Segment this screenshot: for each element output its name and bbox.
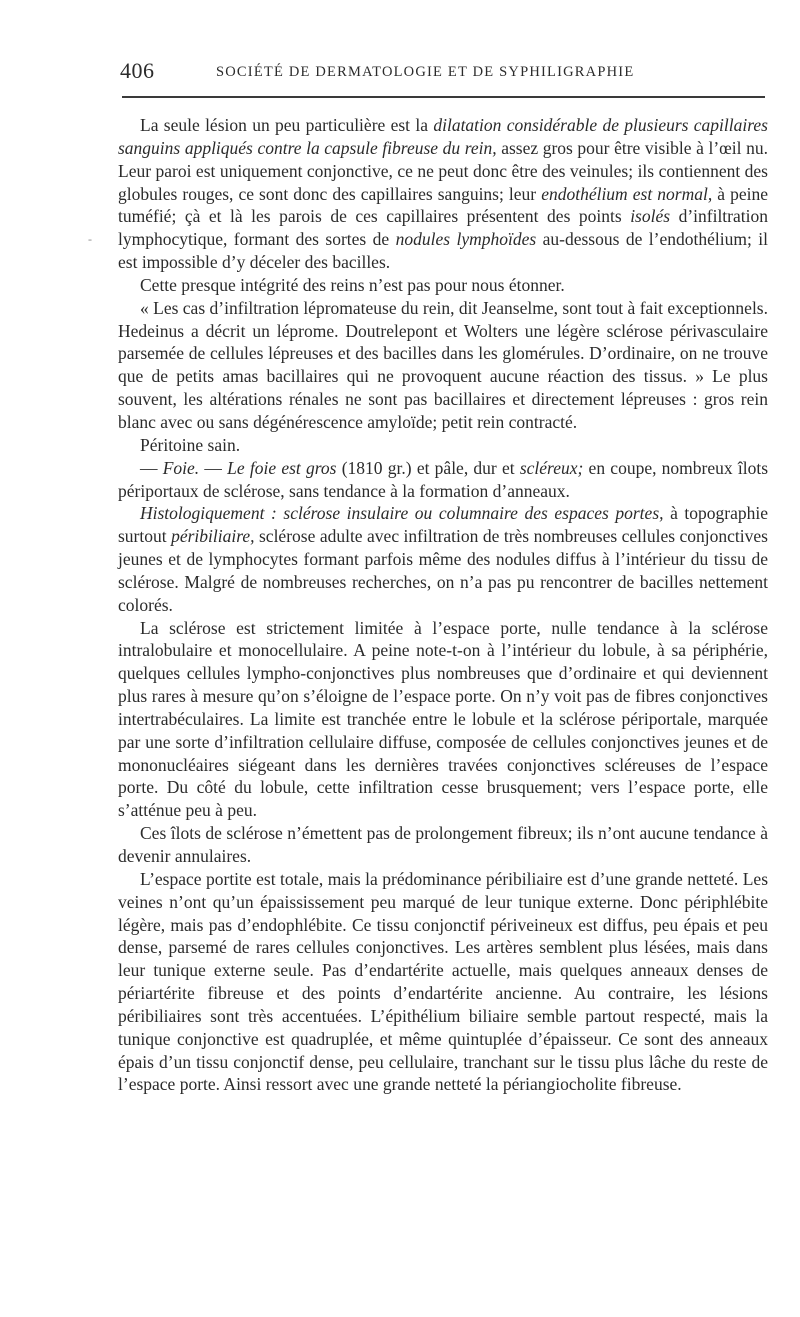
- italic-run: nodules lymphoïdes: [395, 229, 537, 250]
- paragraph-kidney-integrity: [118, 274, 768, 297]
- italic-run: Histologiquement : sclérose insulaire ou columnaire des espaces portes,: [140, 503, 664, 524]
- text-run: à topographie surtout: [118, 503, 768, 547]
- running-head: SOCIÉTÉ DE DERMATOLOGIE ET DE SYPHILIGRAPHIE: [216, 64, 635, 80]
- text-run: —: [199, 457, 228, 478]
- italic-run: Foie.: [162, 457, 200, 478]
- margin-mark: -: [88, 232, 92, 246]
- text-run: « Les cas d’infiltration lépromateuse du rein, dit Jeanselme, sont tout à fait exceptionnels. Hedeinus a décrit un léprome. Doutrelepont et Wolters une légère sclérose périvasculaire parsemée de cellules lépreuses et des bacilles dans les glomérules. D’ordinaire, on ne trouve que de petits amas bacillaires qui ne provoquent aucune réaction des tissus. » Le plus souvent, les altérations rénales ne sont pas bacillaires et directement lépreuses : gros rein blanc avec ou sans dégénérescence amyloïde; petit rein contracté.: [118, 297, 768, 432]
- page-number: 406: [120, 58, 155, 83]
- body-text: [118, 114, 768, 1096]
- text-run: en coupe, nombreux îlots périportaux de sclérose, sans tendance à la formation d’anneaux.: [118, 457, 769, 501]
- text-run: L’espace portite est totale, mais la prédominance péribiliaire est d’une grande netteté. Les veines n’ont qu’un épaississement peu marqué de leur tunique externe. Donc périphlébite légère, mais pas d’endophlébite. Ce tissu conjonctif périveineux est diffus, peu épais et peu dense, parsemé de rares cellules conjonctives. Les artères semblent plus lésées, mais dans leur tunique externe seule. Pas d’endartérite actuelle, mais quelques anneaux denses de périartérite fibreuse et des points d’endartérite ancienne. Au contraire, les lésions péribiliaires sont très accentuées. L’épithélium biliaire semble partout respecté, mais la tunique conjonctive est quadruplée, et même quintuplée d’épaisseur. Ce sont des anneaux épais d’un tissu conjonctif dense, peu cellulaire, tranchant sur le tissu plus lâche du reste de l’espace porte. Ainsi ressort avec une grande netteté la périangiocholite fibreuse.: [118, 868, 768, 1095]
- text-run: assez gros pour être visible à l’œil nu. Leur paroi est uniquement conjonctive, ce ne peut donc être des veinules; ils contiennent des globules rouges, ce sont donc des capillaires sanguins; leur: [118, 137, 768, 204]
- header-rule: [122, 96, 765, 98]
- paragraph-portal-space: [118, 868, 768, 1096]
- text-run: au-dessous de l’endothélium; il est impossible d’y déceler des bacilles.: [118, 229, 768, 273]
- text-run: —: [140, 457, 163, 478]
- text-run: La seule lésion un peu particulière est la: [140, 115, 434, 135]
- text-run: (1810 gr.) et pâle, dur et: [336, 457, 520, 478]
- text-run: sclérose adulte avec infiltration de très nombreuses cellules conjonctives jeunes et de lymphocytes formant parfois même des nodules diffus à l’intérieur du tissu de sclérose. Malgré de nombreuses recherches, on n’a pas pu rencontrer de bacilles nettement colorés.: [118, 526, 768, 615]
- paragraph-jeanselme-quote: [118, 297, 768, 434]
- paragraph-capillaries: [118, 114, 768, 274]
- text-run: Cette presque intégrité des reins n’est pas pour nous étonner.: [140, 274, 565, 295]
- italic-run: endothélium est normal,: [541, 183, 713, 204]
- italic-run: dilatation considérable de plusieurs capillaires sanguins appliqués contre la capsule fibreuse du rein,: [118, 115, 768, 158]
- text-run: à peine tuméfié; çà et là les parois de ces capillaires présentent des points: [118, 183, 768, 227]
- page-header: [120, 58, 765, 88]
- italic-run: péribiliaire,: [171, 526, 255, 547]
- text-run: La sclérose est strictement limitée à l’espace porte, nulle tendance à la sclérose intralobulaire et monocellulaire. A peine note-t-on à l’intérieur du lobule, à sa périphérie, quelques cellules lympho-conjonctives plus nombreuses que d’ordinaire et qui deviennent plus rares à mesure qu’on s’éloigne de l’espace porte. On n’y voit pas de fibres conjonctives intertrabéculaires. La limite est tranchée entre le lobule et la sclérose périportale, marquée par une sorte d’infiltration cellulaire diffuse, composée de cellules conjonctives jeunes et de mononucléaires siégeant dans les dernières travées conjonctives scléreuses de l’espace porte. Du côté du lobule, cette infiltration cesse brusquement; vers l’espace porte, elle s’atténue peu à peu.: [118, 617, 768, 821]
- italic-run: Le foie est gros: [227, 457, 337, 478]
- italic-run: isolés: [630, 206, 671, 227]
- paragraph-liver: [118, 457, 768, 503]
- text-run: d’infiltration lymphocytique, formant des sortes de: [118, 206, 768, 250]
- paragraph-sclerosis-limits: [118, 617, 768, 823]
- paragraph-histology: [118, 502, 768, 616]
- text-run: Péritoine sain.: [140, 434, 241, 455]
- italic-run: scléreux;: [519, 457, 584, 478]
- text-run: Ces îlots de sclérose n’émettent pas de prolongement fibreux; ils n’ont aucune tendance à devenir annulaires.: [118, 823, 768, 866]
- paragraph-sclerosis-islets: [118, 822, 768, 868]
- paragraph-peritoneum: [118, 434, 768, 457]
